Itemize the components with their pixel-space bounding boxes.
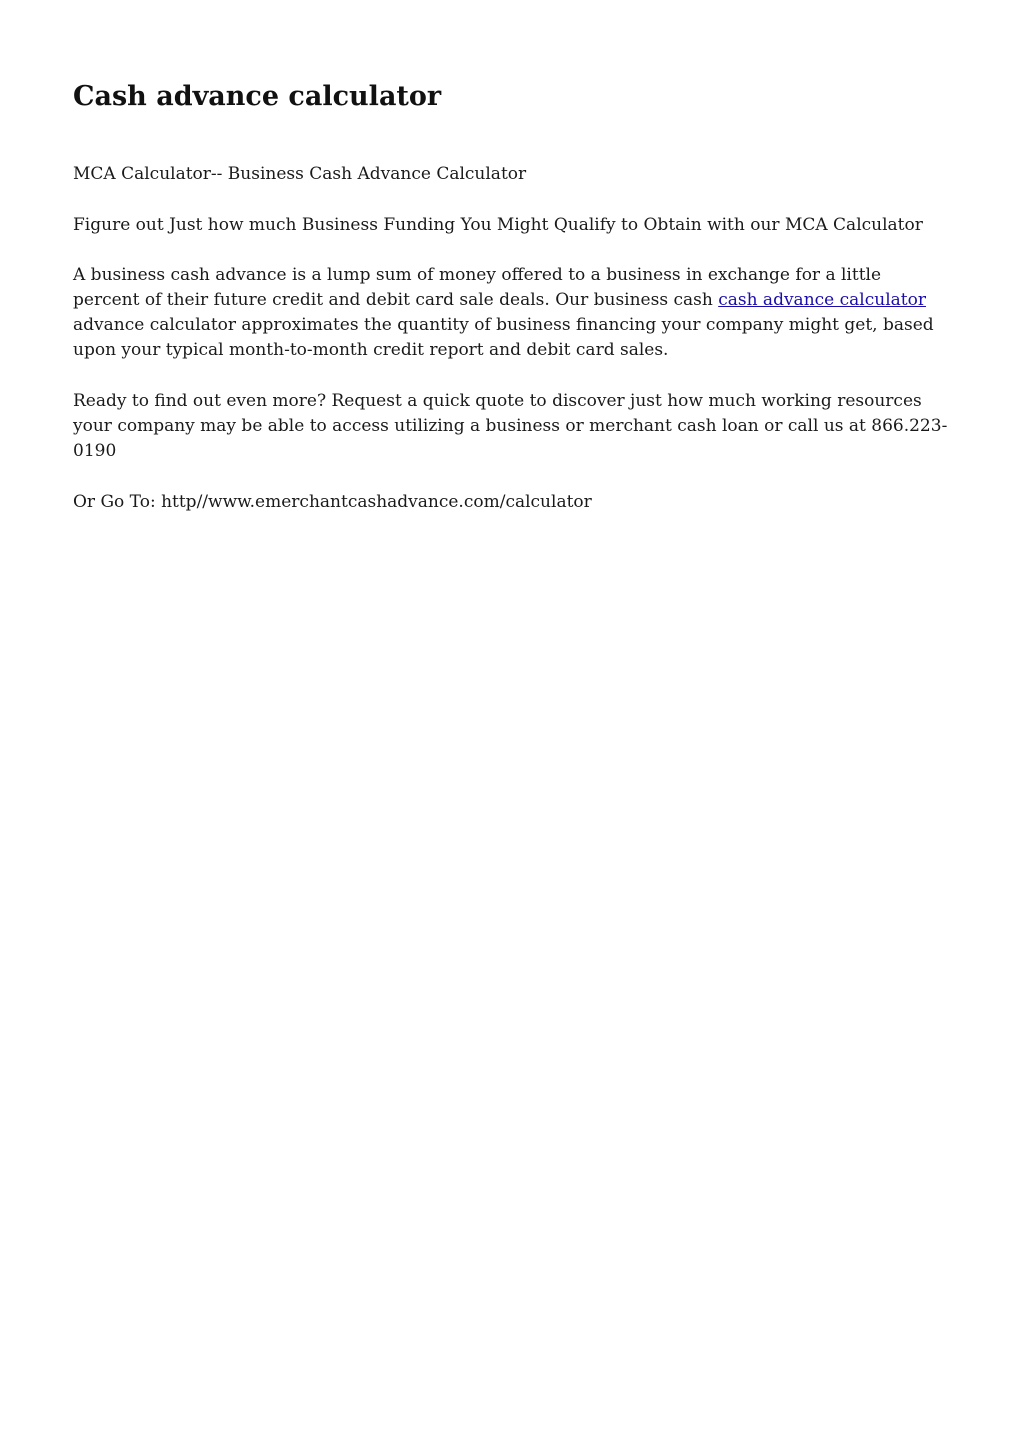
- paragraph-line: advance calculator approximates the quantity of business financing your company might get, based: [73, 315, 934, 335]
- paragraph-line: Or Go To: http//www.emerchantcashadvance.com/calculator: [73, 492, 592, 512]
- paragraph-line: MCA Calculator-- Business Cash Advance Calculator: [73, 164, 527, 184]
- paragraph-line: A business cash advance is a lump sum of money offered to a business in exchange for a little: [73, 265, 882, 285]
- paragraph-figure-out: [73, 213, 953, 238]
- paragraph-business-cash-advance: [73, 263, 953, 363]
- paragraph-line: your company may be able to access utilizing a business or merchant cash loan or call us at 866.223-: [73, 416, 948, 436]
- paragraph-ready-to-find-out: [73, 389, 953, 464]
- paragraph-line: Figure out Just how much Business Funding You Might Qualify to Obtain with our MCA Calculator: [73, 215, 923, 235]
- cash-advance-calculator-link[interactable]: cash advance calculator: [718, 290, 926, 310]
- paragraph-line-with-link: [73, 288, 953, 313]
- page-title: Cash advance calculator: [73, 81, 442, 112]
- paragraph-line: Ready to find out even more? Request a quick quote to discover just how much working resources: [73, 391, 922, 411]
- paragraph-mca-calculator: [73, 162, 953, 187]
- paragraph-line: upon your typical month-to-month credit report and debit card sales.: [73, 340, 669, 360]
- paragraph-go-to-url: [73, 490, 953, 515]
- paragraph-line-text: percent of their future credit and debit card sale deals. Our business cash: [73, 290, 719, 310]
- paragraph-line: 0190: [73, 441, 117, 461]
